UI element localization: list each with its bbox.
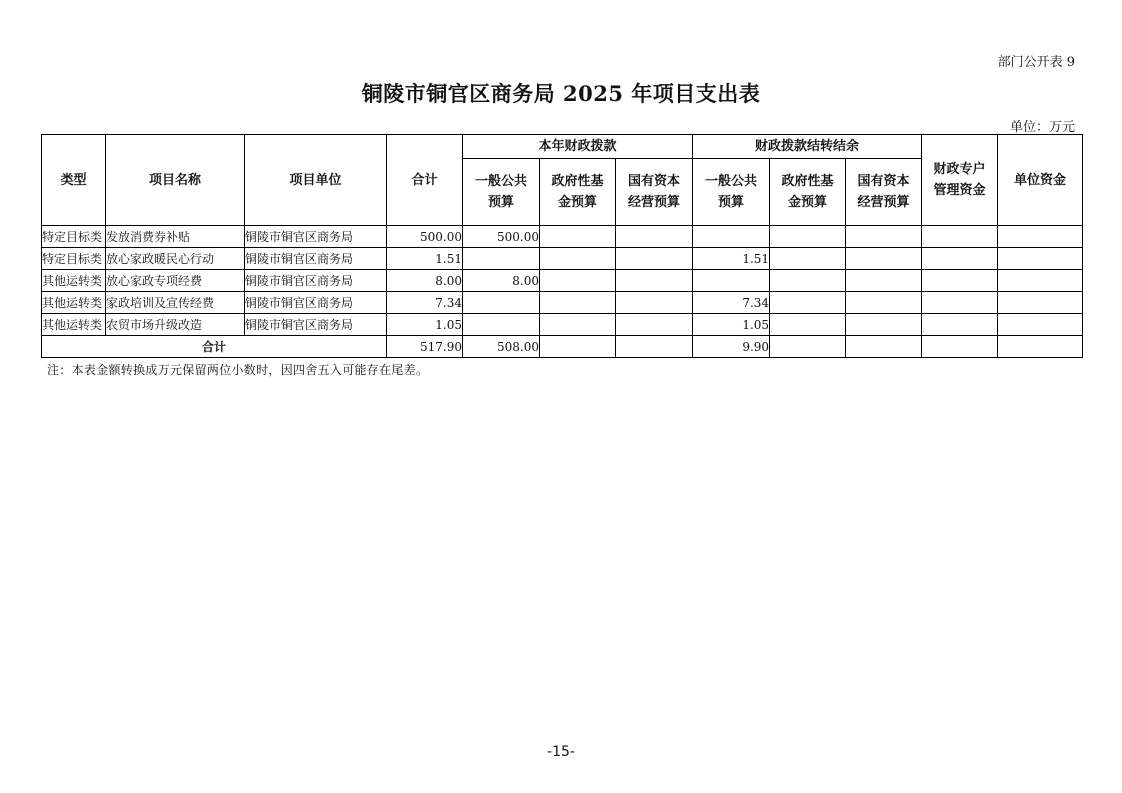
cell-project-unit: 铜陵市铜官区商务局 xyxy=(245,292,387,314)
table-row xyxy=(42,248,1083,270)
cell-unit-funds xyxy=(998,248,1083,270)
header-general-budget-current: 一般公共 预算 xyxy=(463,159,540,226)
total-cell-total: 517.90 xyxy=(387,336,463,358)
cell-unit-funds xyxy=(998,270,1083,292)
cell-fund-budget-current xyxy=(540,248,616,270)
cell-unit-funds xyxy=(998,292,1083,314)
cell-state-capital-current xyxy=(616,226,693,248)
header-general-budget-carryover: 一般公共 预算 xyxy=(693,159,770,226)
total-cell-special-account xyxy=(922,336,998,358)
cell-project-unit: 铜陵市铜官区商务局 xyxy=(245,314,387,336)
cell-general-budget-current xyxy=(463,292,540,314)
page-title: 铜陵市铜官区商务局 2025 年项目支出表 xyxy=(361,81,761,106)
cell-type: 其他运转类 xyxy=(42,270,106,292)
cell-state-capital-current xyxy=(616,248,693,270)
cell-fund-budget-current xyxy=(540,226,616,248)
page-number: -15- xyxy=(547,744,575,760)
cell-fund-budget-current xyxy=(540,314,616,336)
cell-special-account xyxy=(922,292,998,314)
cell-general-budget-current: 500.00 xyxy=(463,226,540,248)
cell-general-budget-current xyxy=(463,314,540,336)
cell-total: 7.34 xyxy=(387,292,463,314)
cell-unit-funds xyxy=(998,226,1083,248)
cell-unit-funds xyxy=(998,314,1083,336)
cell-fund-budget-carryover xyxy=(770,226,846,248)
header-project-unit: 项目单位 xyxy=(245,135,387,226)
header-current-appropriation: 本年财政拨款 xyxy=(463,135,693,159)
cell-total: 1.51 xyxy=(387,248,463,270)
cell-general-budget-carryover: 7.34 xyxy=(693,292,770,314)
cell-state-capital-carryover xyxy=(846,226,922,248)
cell-state-capital-carryover xyxy=(846,314,922,336)
cell-general-budget-current: 8.00 xyxy=(463,270,540,292)
header-state-capital-current: 国有资本 经营预算 xyxy=(616,159,693,226)
cell-fund-budget-carryover xyxy=(770,292,846,314)
total-cell-state-capital-current xyxy=(616,336,693,358)
cell-project-name: 放心家政专项经费 xyxy=(106,270,245,292)
cell-special-account xyxy=(922,226,998,248)
cell-type: 特定目标类 xyxy=(42,226,106,248)
header-project-name: 项目名称 xyxy=(106,135,245,226)
cell-fund-budget-current xyxy=(540,292,616,314)
cell-state-capital-current xyxy=(616,314,693,336)
cell-fund-budget-carryover xyxy=(770,270,846,292)
cell-type: 特定目标类 xyxy=(42,248,106,270)
cell-general-budget-carryover xyxy=(693,270,770,292)
cell-state-capital-current xyxy=(616,270,693,292)
header-type: 类型 xyxy=(42,135,106,226)
total-cell-unit-funds xyxy=(998,336,1083,358)
table-row xyxy=(42,292,1083,314)
form-number: 部门公开表 9 xyxy=(997,55,1075,70)
cell-fund-budget-carryover xyxy=(770,314,846,336)
total-cell-state-capital-carryover xyxy=(846,336,922,358)
cell-state-capital-carryover xyxy=(846,270,922,292)
cell-project-unit: 铜陵市铜官区商务局 xyxy=(245,226,387,248)
cell-state-capital-current xyxy=(616,292,693,314)
cell-type: 其他运转类 xyxy=(42,314,106,336)
header-carryover-appropriation: 财政拨款结转结余 xyxy=(693,135,922,159)
total-cell-general-budget-carryover: 9.90 xyxy=(693,336,770,358)
cell-project-name: 家政培训及宣传经费 xyxy=(106,292,245,314)
header-unit-funds: 单位资金 xyxy=(998,135,1083,226)
table-row xyxy=(42,314,1083,336)
cell-total: 8.00 xyxy=(387,270,463,292)
cell-special-account xyxy=(922,248,998,270)
header-special-account: 财政专户 管理资金 xyxy=(922,135,998,226)
cell-fund-budget-carryover xyxy=(770,248,846,270)
cell-project-name: 发放消费券补贴 xyxy=(106,226,245,248)
table-total-row xyxy=(42,336,1083,358)
cell-project-name: 放心家政暖民心行动 xyxy=(106,248,245,270)
cell-project-unit: 铜陵市铜官区商务局 xyxy=(245,248,387,270)
table-row xyxy=(42,226,1083,248)
header-state-capital-carryover: 国有资本 经营预算 xyxy=(846,159,922,226)
project-expenditure-table xyxy=(41,134,1083,358)
cell-general-budget-carryover xyxy=(693,226,770,248)
cell-state-capital-carryover xyxy=(846,248,922,270)
cell-total: 1.05 xyxy=(387,314,463,336)
cell-general-budget-carryover: 1.05 xyxy=(693,314,770,336)
cell-type: 其他运转类 xyxy=(42,292,106,314)
cell-special-account xyxy=(922,270,998,292)
header-total: 合计 xyxy=(387,135,463,226)
footnote: 注：本表金额转换成万元保留两位小数时，因四舍五入可能存在尾差。 xyxy=(47,363,429,377)
cell-total: 500.00 xyxy=(387,226,463,248)
table-row xyxy=(42,270,1083,292)
total-row-label: 合计 xyxy=(42,336,387,358)
header-fund-budget-current: 政府性基 金预算 xyxy=(540,159,616,226)
total-cell-fund-budget-current xyxy=(540,336,616,358)
cell-project-name: 农贸市场升级改造 xyxy=(106,314,245,336)
total-cell-fund-budget-carryover xyxy=(770,336,846,358)
cell-general-budget-carryover: 1.51 xyxy=(693,248,770,270)
cell-fund-budget-current xyxy=(540,270,616,292)
cell-state-capital-carryover xyxy=(846,292,922,314)
unit-label: 单位：万元 xyxy=(1009,120,1075,135)
total-cell-general-budget-current: 508.00 xyxy=(463,336,540,358)
header-fund-budget-carryover: 政府性基 金预算 xyxy=(770,159,846,226)
cell-project-unit: 铜陵市铜官区商务局 xyxy=(245,270,387,292)
cell-general-budget-current xyxy=(463,248,540,270)
cell-special-account xyxy=(922,314,998,336)
